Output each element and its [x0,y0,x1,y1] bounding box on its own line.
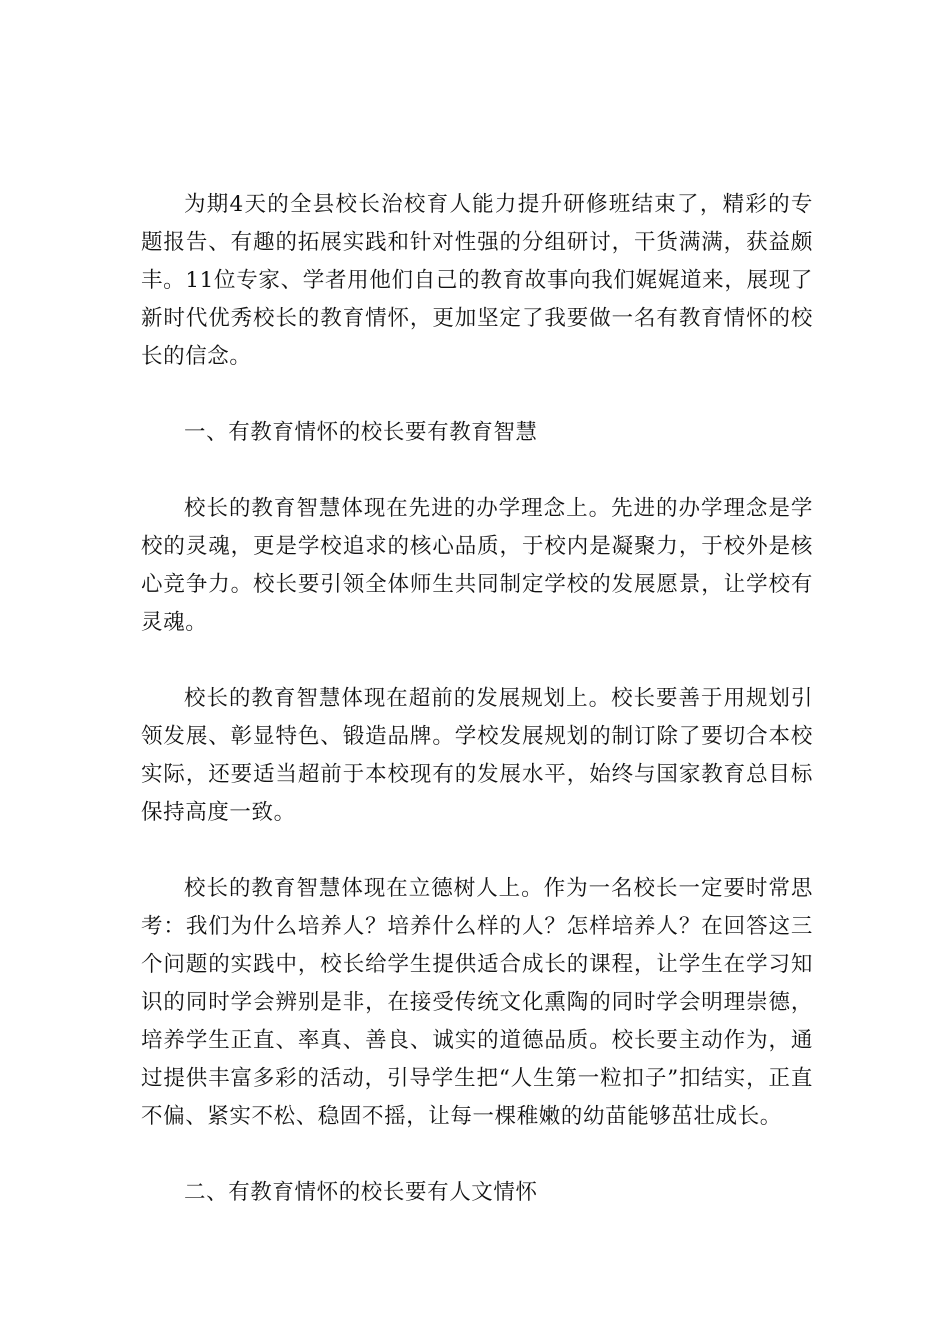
intro-paragraph: 为期4天的全县校长治校育人能力提升研修班结束了，精彩的专题报告、有趣的拓展实践和针对性强的分组研讨，干货满满，获益颇丰。11位专家、学者用他们自己的教育故事向我们娓娓道来，展现了新时代优秀校长的教育情怀，更加坚定了我要做一名有教育情怀的校长的信念。 [141,192,813,369]
paragraph-gap [141,642,813,680]
paragraph-gap [141,376,813,414]
paragraph-vision: 校长的教育智慧体现在先进的办学理念上。先进的办学理念是学校的灵魂，更是学校追求的核心品质，于校内是凝聚力，于校外是核心竞争力。校长要引领全体师生共同制定学校的发展愿景，让学校有灵魂。 [141,496,813,635]
paragraph-planning: 校长的教育智慧体现在超前的发展规划上。校长要善于用规划引领发展、彰显特色、锻造品牌。学校发展规划的制订除了要切合本校实际，还要适当超前于本校现有的发展水平，始终与国家教育总目标保持高度一致。 [141,686,813,825]
section-heading-1: 一、有教育情怀的校长要有教育智慧 [184,420,538,445]
paragraph-moral-education: 校长的教育智慧体现在立德树人上。作为一名校长一定要时常思考：我们为什么培养人？培养什么样的人？怎样培养人？在回答这三个问题的实践中，校长给学生提供适合成长的课程，让学生在学习知识的同时学会辨别是非，在接受传统文化熏陶的同时学会明理崇德，培养学生正直、率真、善良、诚实的道德品质。校长要主动作为，通过提供丰富多彩的活动，引导学生把“人生第一粒扣子”扣结实，正直不偏、紧实不松、稳固不摇，让每一棵稚嫩的幼苗能够茁壮成长。 [141,876,813,1129]
paragraph-gap [141,452,813,490]
paragraph-gap [141,832,813,870]
section-heading-2: 二、有教育情怀的校长要有人文情怀 [184,1180,538,1205]
paragraph-gap [141,1136,813,1174]
document-body [141,186,813,1212]
